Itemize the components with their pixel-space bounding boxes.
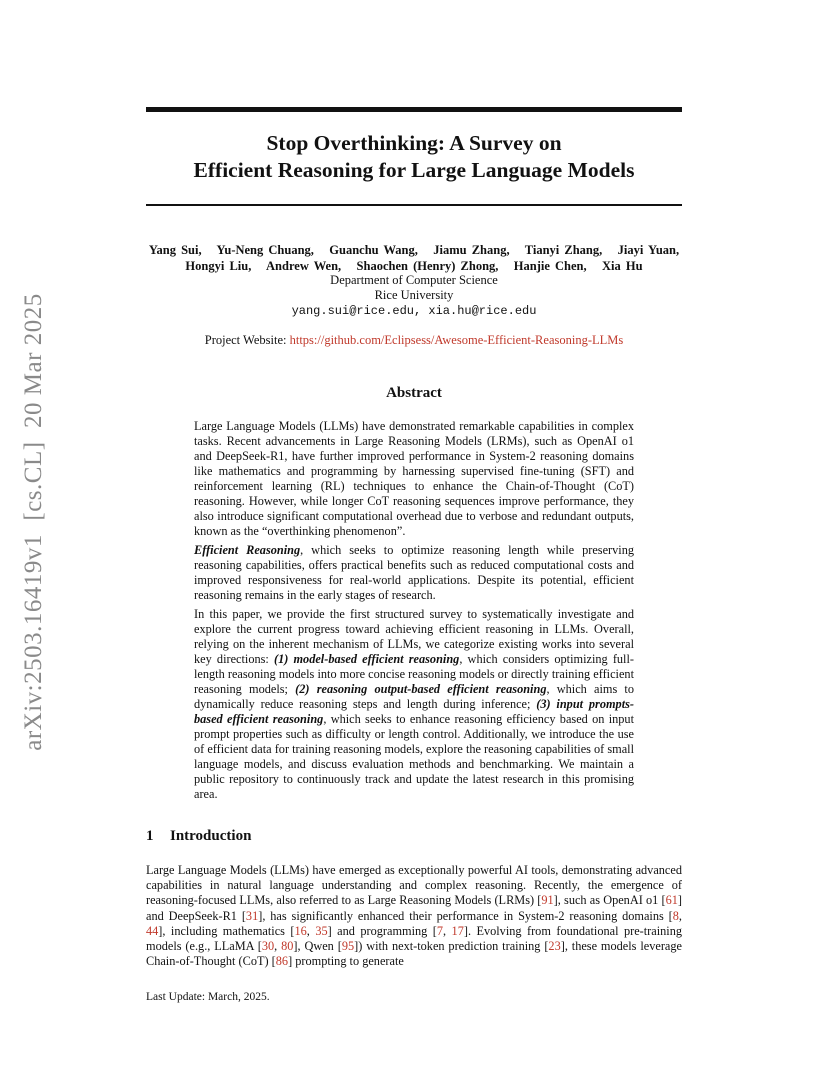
citation-link[interactable]: 80 xyxy=(281,939,294,954)
arxiv-identifier xyxy=(20,282,60,762)
affiliation xyxy=(146,273,682,303)
abstract-emphasis: Efficient Reasoning xyxy=(194,543,301,557)
citation-link[interactable]: 95 xyxy=(341,939,355,954)
introduction-body xyxy=(146,863,682,969)
project-website xyxy=(146,333,682,348)
section-title: Introduction xyxy=(170,828,252,844)
citation-link[interactable]: 44 xyxy=(146,923,159,938)
citation-link[interactable]: 61 xyxy=(665,893,678,908)
citation-link[interactable]: 17 xyxy=(451,923,464,938)
section-number: 1 xyxy=(146,828,154,844)
arxiv-id-text: arXiv:2503.16419v1 xyxy=(20,534,47,751)
citation-link[interactable]: 8 xyxy=(672,908,679,923)
footer-note: Last Update: March, 2025. xyxy=(146,991,270,1003)
department: Department of Computer Science xyxy=(330,273,498,287)
project-link[interactable]: https://github.com/Eclipsess/Awesome-Efficient-Reasoning-LLMs xyxy=(289,333,624,347)
section-heading-introduction xyxy=(146,828,682,845)
author-list xyxy=(130,242,698,274)
title-rule-bottom xyxy=(146,204,682,206)
arxiv-date: 20 Mar 2025 xyxy=(20,293,47,428)
abstract-body xyxy=(194,419,634,806)
citation-link[interactable]: 7 xyxy=(436,923,444,938)
university: Rice University xyxy=(374,288,454,302)
abstract-paragraph-2: Efficient Reasoning, which seeks to optimize reasoning length while preserving reasoning capabilities, offers practical benefits such as reduced computational costs and improved responsiveness for real-world applications. Despite its potential, efficient reasoning remains in the early stages of research. xyxy=(194,543,635,602)
author-emails: yang.sui@rice.edu, xia.hu@rice.edu xyxy=(291,304,537,318)
citation-link[interactable]: 31 xyxy=(245,908,259,923)
abstract-heading: Abstract xyxy=(386,385,442,401)
abstract-paragraph-1: Large Language Models (LLMs) have demonstrated remarkable capabilities in complex tasks. Recent advancements in Large Reasoning Models (LRMs), such as OpenAI o1 and DeepSeek-R1, have further improved performance in System-2 reasoning domains like mathematics and programming by harnessing supervised fine-tuning (SFT) and reinforcement learning (RL) techniques to enhance the Chain-of-Thought (CoT) reasoning. However, while longer CoT reasoning sequences improve performance, they also introduce significant computational overhead due to verbose and redundant outputs, known as the “overthinking phenomenon”. xyxy=(194,419,634,538)
intro-paragraph: Large Language Models (LLMs) have emerged as exceptionally powerful AI tools, demonstrating advanced capabilities in natural language understanding and complex reasoning. Recently, the emergence of reasoning-focused LLMs, also referred to as Large Reasoning Models (LRMs) [91], such as OpenAI o1 [61] and DeepSeek-R1 [31], has significantly enhanced their performance in System-2 reasoning domains [8, 44], including mathematics [16, 35] and programming [7, 17]. Evolving from foundational pre-training models (e.g., LLaMA [30, 80], Qwen [95]) with next-token prediction training [23], these models leverage Chain-of-Thought (CoT) [86] prompting to generate xyxy=(146,863,682,969)
citation-link[interactable]: 30 xyxy=(261,939,275,954)
citation-link[interactable]: 86 xyxy=(275,954,289,969)
authors-line-2: Hongyi Liu, Andrew Wen, Shaochen (Henry) Zhong, Hanjie Chen, Xia Hu xyxy=(185,259,643,273)
abstract-paragraph-3: In this paper, we provide the first structured survey to systematically investigate and explore the current progress toward achieving efficient reasoning in LLMs. Overall, relying on the inherent mechanism of LLMs, we categorize existing works into several key directions: (1) model-based efficient reasoning, which considers optimizing full-length reasoning models into more concise reasoning models or directly training efficient reasoning models; (2) reasoning output-based efficient reasoning, which aims to dynamically reduce reasoning steps and length during inference; (3) input prompts-based efficient reasoning, which seeks to enhance reasoning efficiency based on input prompt properties such as difficulty or length control. Additionally, we introduce the use of efficient data for training reasoning models, explore the reasoning capabilities of small language models, and discuss evaluation methods and benchmarking. We maintain a public repository to continuously track and update the latest research in this promising area. xyxy=(194,607,634,801)
title-line-2: Efficient Reasoning for Large Language Models xyxy=(193,158,635,182)
citation-link[interactable]: 91 xyxy=(541,893,554,908)
authors-line-1: Yang Sui, Yu-Neng Chuang, Guanchu Wang, Jiamu Zhang, Tianyi Zhang, Jiayi Yuan, xyxy=(148,243,680,257)
paper-title xyxy=(146,130,682,184)
title-rule-top xyxy=(146,107,682,112)
arxiv-category: [cs.CL] xyxy=(20,441,47,521)
title-line-1: Stop Overthinking: A Survey on xyxy=(266,131,562,155)
project-label: Project Website: xyxy=(204,333,290,347)
citation-link[interactable]: 35 xyxy=(315,923,328,938)
citation-link[interactable]: 23 xyxy=(548,939,561,954)
citation-link[interactable]: 16 xyxy=(294,923,307,938)
